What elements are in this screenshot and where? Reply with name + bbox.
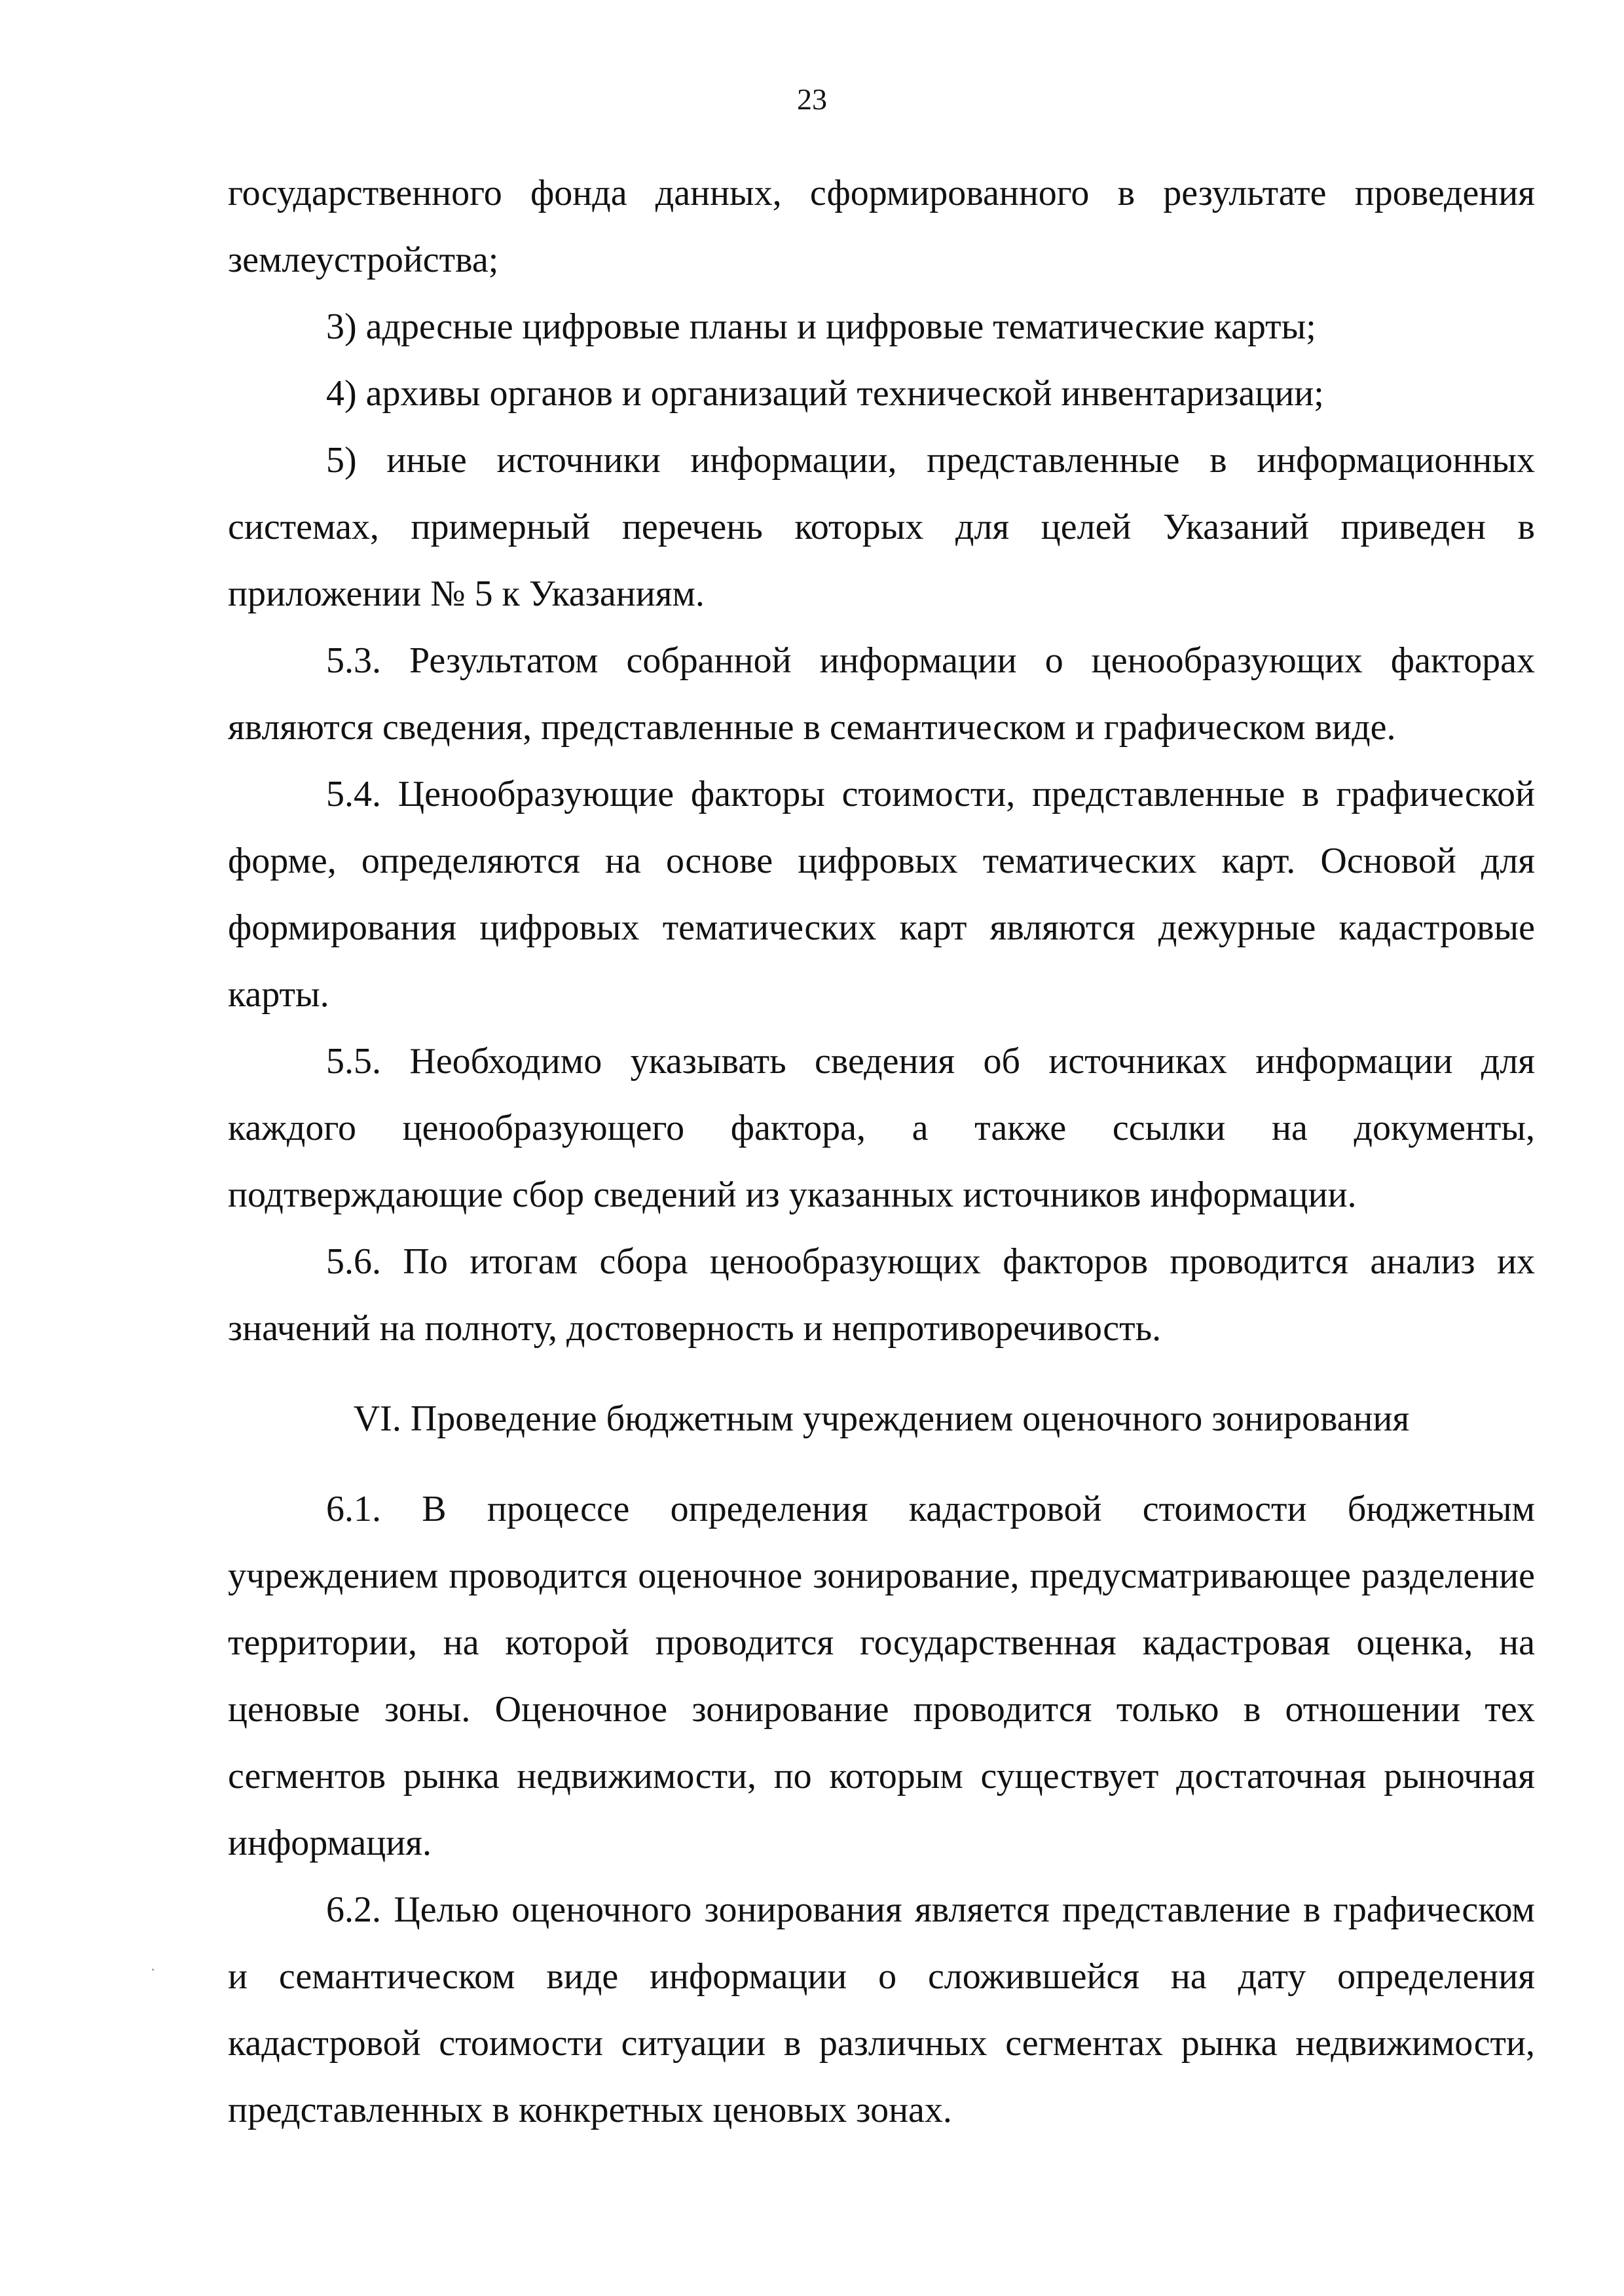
page-number: 23 [797,82,827,116]
clause-6-1: 6.1. В процессе определения кадастровой стоимости бюджетным учреждением проводится оценочное зонирование, предусматривающее разделение территории, на которой проводится государственная кадастровая оценка, на ценовые зоны. Оценочное зонирование проводится только в отношении тех сегментов рынка недвижимости, по которым существует достаточная рыночная информация. [228,1489,1535,1863]
scan-speck [152,1969,154,1971]
clause-6-2: 6.2. Целью оценочного зонирования является представление в графическом и семантическом виде информации о сложившейся на дату определения кадастровой стоимости ситуации в различных сегментах рынка недвижимости, представленных в конкретных ценовых зонах. [228,1889,1535,2130]
document-body [228,160,1535,2143]
paragraph-continuation: государственного фонда данных, сформированного в результате проведения землеустройства; [228,173,1535,280]
list-item-4: 4) архивы органов и организаций технической инвентаризации; [326,373,1324,414]
clause-5-5: 5.5. Необходимо указывать сведения об источниках информации для каждого ценообразующего фактора, а также ссылки на документы, подтверждающие сбор сведений из указанных источников информации. [228,1041,1535,1215]
list-item-5: 5) иные источники информации, представленные в информационных системах, примерный перечень которых для целей Указаний приведен в приложении № 5 к Указаниям. [228,440,1535,614]
list-item-3: 3) адресные цифровые планы и цифровые тематические карты; [326,306,1316,347]
clause-5-4: 5.4. Ценообразующие факторы стоимости, представленные в графической форме, определяются на основе цифровых тематических карт. Основой для формирования цифровых тематических карт являются дежурные кадастровые карты. [228,774,1535,1015]
clause-5-3: 5.3. Результатом собранной информации о ценообразующих факторах являются сведения, представленные в семантическом и графическом виде. [228,640,1535,748]
clause-5-6: 5.6. По итогам сбора ценообразующих факторов проводится анализ их значений на полноту, достоверность и непротиворечивость. [228,1241,1535,1349]
section-heading: VI. Проведение бюджетным учреждением оценочного зонирования [353,1398,1410,1439]
